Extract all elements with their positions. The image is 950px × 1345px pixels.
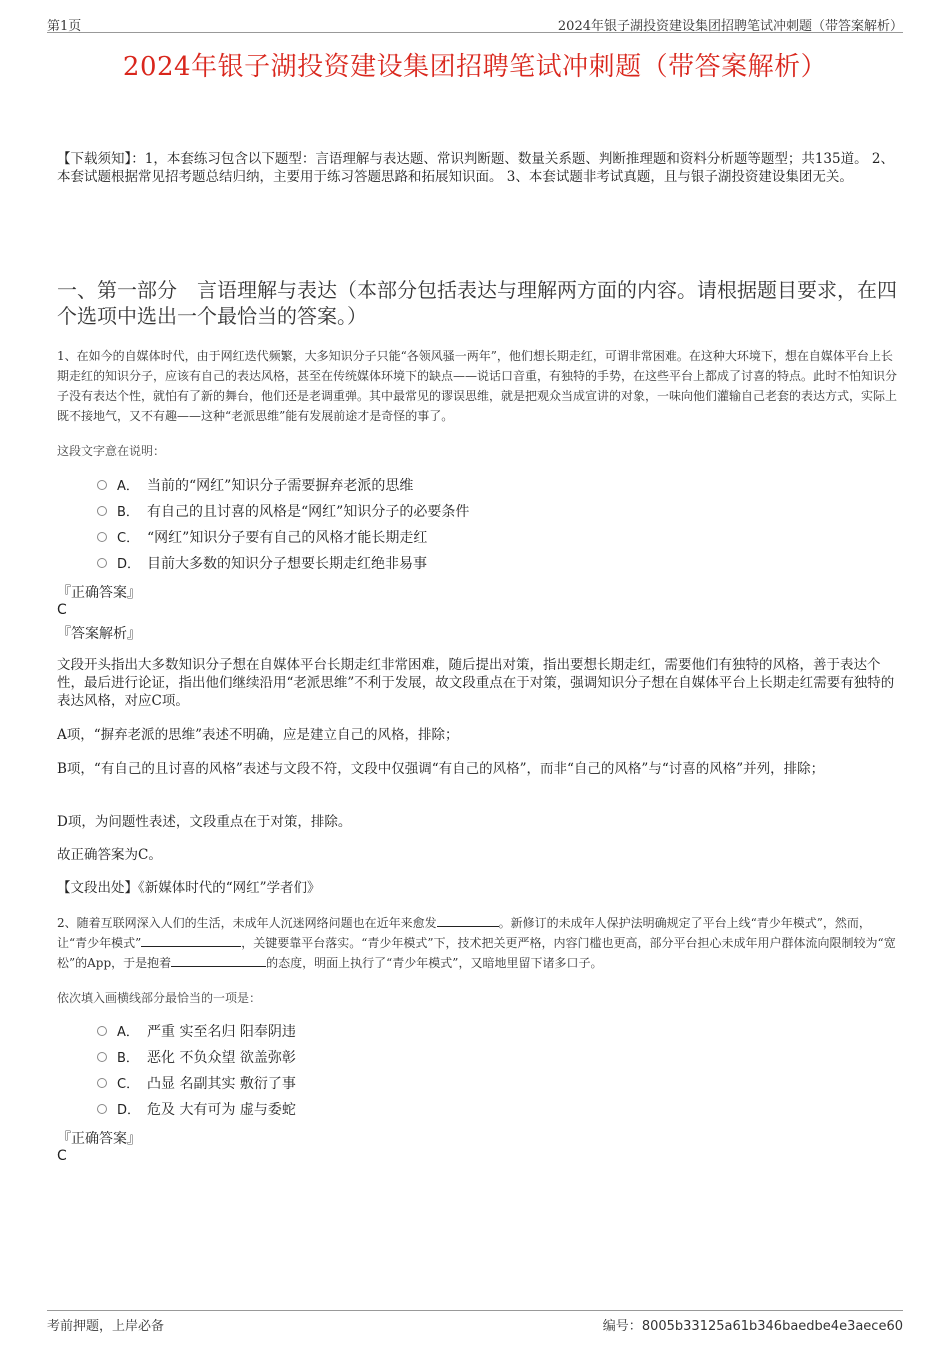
analysis-paragraph: 文段开头指出大多数知识分子想在自媒体平台长期走红非常困难，随后提出对策，指出要想长期走红，需要他们有独特的风格，善于表达个性，最后进行论证，指出他们继续沿用“老派思维”不利于发展，故文段重点在于对策，强调知识分子想在自媒体平台上长期走红需要有独特的表达风格，对应C项。	[57, 657, 895, 709]
radio-icon[interactable]	[97, 1052, 107, 1062]
radio-icon[interactable]	[97, 1078, 107, 1088]
question-1-option-b[interactable]: B． 有自己的且讨喜的风格是“网红”知识分子的必要条件	[97, 499, 469, 525]
analysis-conclusion: 故正确答案为C。	[57, 847, 162, 863]
radio-icon[interactable]	[97, 1026, 107, 1036]
question-2-text: 2、随着互联网深入人们的生活，未成年人沉迷网络问题也在近年来愈发 。新修订的未成年人保护法明确规定了平台上线“青少年模式”，然而，让“青少年模式” ，关键要靠平台落实。“青少年模式”下，技术把关更严格，内容门槛也更高，部分平台担心未成年用户群体流向限制较为“宽松”的App，于是抱着 的态度，明面上执行了“青少年模式”，又暗地里留下诸多口子。	[57, 916, 896, 970]
question-1-option-d[interactable]: D． 目前大多数的知识分子想要长期走红绝非易事	[97, 551, 469, 577]
question-2-prompt: 依次填入画横线部分最恰当的一项是：	[57, 991, 262, 1005]
radio-icon[interactable]	[97, 506, 107, 516]
question-2-option-c[interactable]: C． 凸显 名副其实 敷衍了事	[97, 1071, 296, 1097]
question-2-answer: C	[57, 1148, 67, 1164]
radio-icon[interactable]	[97, 558, 107, 568]
question-1-option-a[interactable]: A． 当前的“网红”知识分子需要摒弃老派的思维	[97, 473, 469, 499]
fill-blank-3[interactable]	[171, 954, 266, 967]
radio-icon[interactable]	[97, 532, 107, 542]
question-2-options	[97, 1019, 296, 1123]
question-2-answer-heading: 『正确答案』	[57, 1131, 141, 1147]
document-code: 编号：8005b33125a61b346baedbe4e3aece60	[602, 1319, 903, 1334]
radio-icon[interactable]	[97, 480, 107, 490]
document-title: 2024年银子湖投资建设集团招聘笔试冲刺题（带答案解析）	[122, 52, 828, 82]
question-1-option-c[interactable]: C． “网红”知识分子要有自己的风格才能长期走红	[97, 525, 469, 551]
question-1-prompt: 这段文字意在说明：	[57, 444, 166, 458]
page-header	[47, 14, 903, 33]
analysis-option-d: D项，为问题性表述，文段重点在于对策，排除。	[57, 814, 352, 830]
radio-icon[interactable]	[97, 1104, 107, 1114]
fill-blank-2[interactable]	[141, 934, 241, 947]
section-title: 一、第一部分 言语理解与表达（本部分包括表达与理解两方面的内容。请根据题目要求，在四个选项中选出一个最恰当的答案。）	[57, 278, 897, 328]
fill-blank-1[interactable]	[437, 914, 499, 927]
page-footer	[47, 1310, 903, 1334]
question-1-source: 【文段出处】《新媒体时代的“网红”学者们》	[57, 880, 321, 896]
analysis-option-b: B项，“有自己的且讨喜的风格”表述与文段不符，文段中仅强调“有自己的风格”，而非“自己的风格”与“讨喜的风格”并列，排除；	[57, 761, 825, 777]
question-1-text: 1、在如今的自媒体时代，由于网红迭代频繁，大多知识分子只能“各领风骚一两年”，他们想长期走红，可谓非常困难。在这种大环境下，想在自媒体平台上长期走红的知识分子，应该有自己的表达风格，甚至在传统媒体环境下的缺点——说话口音重，有独特的手势，在这些平台上都成了讨喜的特点。此时不怕知识分子没有表达个性，就怕有了新的舞台，他们还是老调重弹。其中最常见的谬误思维，就是把观众当成宣讲的对象，一味向他们灌输自己老套的表达方式，实际上既不接地气，又不有趣——这种“老派思维”能有发展前途才是奇怪的事了。	[57, 349, 898, 423]
question-1-answer-heading: 『正确答案』	[57, 585, 141, 601]
analysis-option-a: A项，“摒弃老派的思维”表述不明确，应是建立自己的风格，排除；	[57, 727, 459, 743]
footer-slogan: 考前押题，上岸必备	[47, 1319, 165, 1334]
question-2-option-b[interactable]: B． 恶化 不负众望 欲盖弥彰	[97, 1045, 296, 1071]
header-doc-title: 2024年银子湖投资建设集团招聘笔试冲刺题（带答案解析）	[557, 19, 903, 34]
question-2-option-a[interactable]: A． 严重 实至名归 阳奉阴违	[97, 1019, 296, 1045]
question-1-analysis-heading: 『答案解析』	[57, 626, 141, 642]
question-1-options	[97, 473, 469, 577]
download-notice: 【下载须知】：1，本套练习包含以下题型：言语理解与表达题、常识判断题、数量关系题、判断推理题和资料分析题等题型；共135道。 2、本套试题根据常见招考题总结归纳，主要用于练习答题思路和拓展知识面。 3、本套试题非考试真题，且与银子湖投资建设集团无关。	[57, 151, 894, 185]
question-1-answer: C	[57, 602, 67, 618]
page-number: 第1页	[47, 19, 82, 34]
question-2-option-d[interactable]: D． 危及 大有可为 虚与委蛇	[97, 1097, 296, 1123]
